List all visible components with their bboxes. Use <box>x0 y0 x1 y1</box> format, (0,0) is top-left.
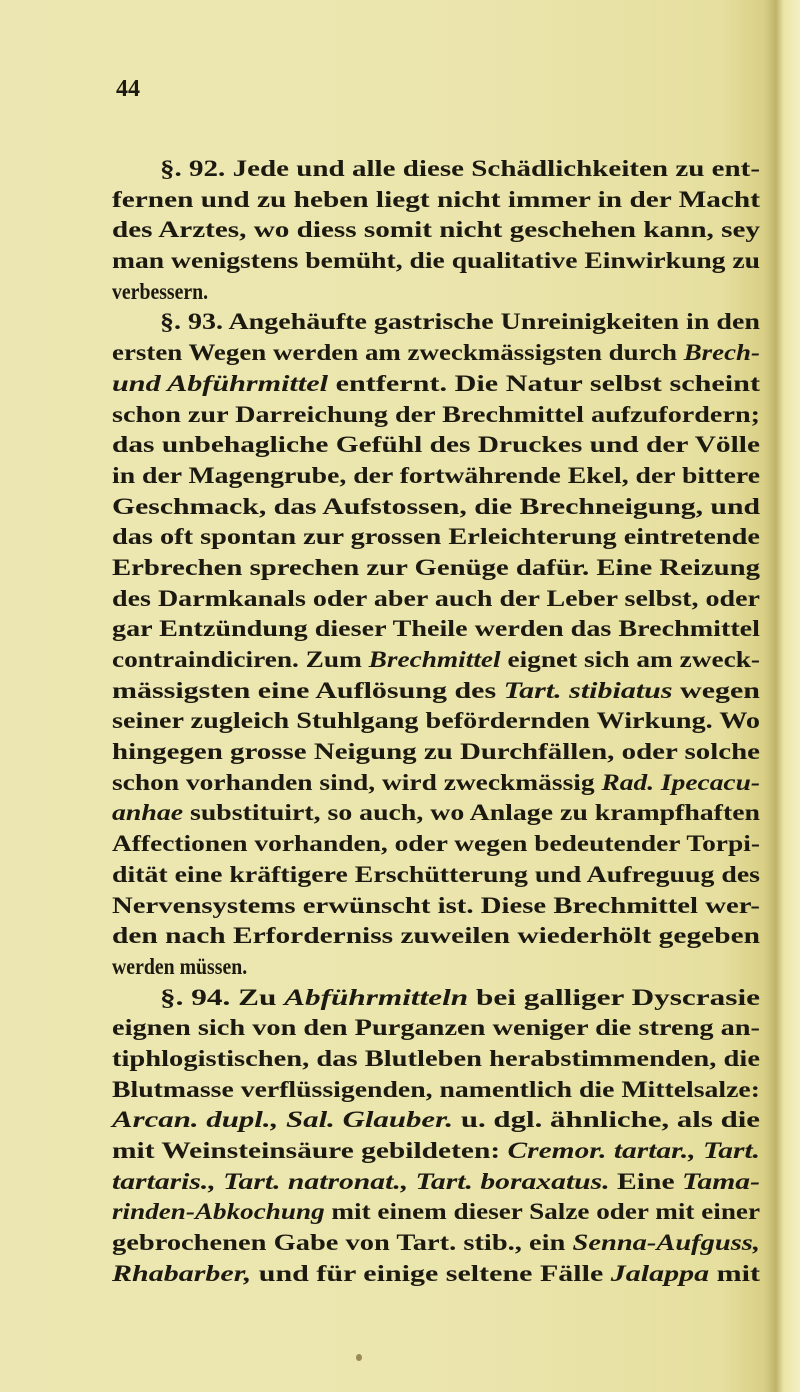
text-line-content <box>112 1075 760 1106</box>
text-line-content <box>112 461 760 492</box>
italic-term: Arcan. dupl., Sal. Glauber. <box>112 1107 454 1133</box>
text-segment: Blutmasse verflüssigenden, namentlich die Mittelsalze: <box>112 1076 760 1102</box>
text-segment: Geschmack, das Aufstossen, die Brechneigung, und <box>112 493 760 519</box>
text-line <box>112 277 760 308</box>
italic-term: Jalappa <box>610 1260 710 1286</box>
text-segment: seiner zugleich Stuhlgang befördernden Wirkung. Wo <box>112 708 760 734</box>
text-line-content <box>112 1136 760 1167</box>
text-line <box>112 1075 760 1106</box>
text-segment: in der Magengrube, der fortwährende Ekel, der bittere <box>112 462 760 488</box>
text-line-content <box>112 1259 760 1290</box>
italic-term: Brechmittel <box>368 647 501 672</box>
text-line <box>112 185 760 216</box>
text-line <box>112 492 760 523</box>
text-line-content <box>112 1167 760 1198</box>
text-line-content <box>112 369 760 400</box>
text-line-content <box>112 246 760 277</box>
text-line-content <box>112 1013 760 1044</box>
text-line-content <box>112 891 760 922</box>
text-segment: Nervensystems erwünscht ist. Diese Brechmittel wer- <box>112 892 760 918</box>
italic-term: rinden-Abkochung <box>112 1199 325 1225</box>
text-line-content <box>112 645 760 676</box>
text-line-content <box>112 1197 760 1228</box>
text-segment: dität eine kräftigere Erschütterung und Aufreguug des <box>112 861 760 887</box>
text-line <box>112 584 760 615</box>
text-line <box>112 921 760 952</box>
text-segment: mit <box>709 1260 760 1286</box>
text-segment: und für einige seltene Fälle <box>251 1260 611 1286</box>
text-line <box>112 430 760 461</box>
text-segment: ersten Wegen werden am zweckmässigsten durch <box>112 340 684 366</box>
text-segment: mässigsten eine Auflösung des <box>112 677 504 703</box>
text-segment: verbessern. <box>112 278 209 304</box>
text-line <box>112 676 760 707</box>
text-segment: tiphlogistischen, das Blutleben herabstimmenden, die <box>112 1045 760 1071</box>
text-segment: bei galliger Dyscrasie <box>468 984 760 1010</box>
text-segment: den nach Erforderniss zuweilen wiederhölt gegeben <box>112 923 760 949</box>
text-line-content <box>112 706 760 737</box>
text-segment: §. 94. Zu <box>160 984 285 1010</box>
text-line <box>112 307 760 338</box>
text-segment: schon zur Darreichung der Brechmittel aufzufordern; <box>112 401 760 427</box>
italic-term: Rhabarber, <box>112 1260 252 1286</box>
text-segment: eignen sich von den Purganzen weniger die streng an- <box>112 1015 760 1041</box>
text-segment: Erbrechen sprechen zur Genüge dafür. Eine Reizung <box>112 554 760 580</box>
page-number: 44 <box>116 76 140 102</box>
italic-term: Cremor. tartar., Tart. <box>507 1138 760 1163</box>
text-segment: Eine <box>609 1168 683 1194</box>
italic-term: Senna-Aufguss, <box>572 1230 760 1256</box>
text-line <box>112 614 760 645</box>
text-line <box>112 891 760 922</box>
text-segment: man wenigstens bemüht, die qualitative Einwirkung zu <box>112 248 760 274</box>
text-line-content <box>112 1105 760 1136</box>
text-line-content <box>112 277 208 308</box>
text-segment: hingegen grosse Neigung zu Durchfällen, oder solche <box>112 739 760 765</box>
italic-term: Brech- <box>683 340 760 366</box>
text-line-content <box>160 154 760 185</box>
text-line <box>112 1105 760 1136</box>
text-line-content <box>112 952 247 983</box>
italic-term: tartaris., Tart. natronat., Tart. boraxatus. <box>112 1168 610 1194</box>
text-line <box>112 338 760 369</box>
text-line <box>112 553 760 584</box>
text-line-content <box>112 492 760 523</box>
text-segment: des Arztes, wo diess somit nicht geschehen kann, sey <box>112 217 760 243</box>
text-line <box>112 983 760 1014</box>
body-text <box>112 154 760 1289</box>
text-line-content <box>112 553 760 584</box>
italic-term: anhae <box>112 800 184 826</box>
text-segment: §. 92. Jede und alle diese Schädlichkeiten zu ent- <box>160 156 760 181</box>
text-line-content <box>112 921 760 952</box>
text-line <box>112 154 760 185</box>
text-line <box>112 737 760 768</box>
text-line-content <box>112 185 760 216</box>
text-segment: u. dgl. ähnliche, als die <box>453 1107 760 1133</box>
text-line <box>112 829 760 860</box>
text-line <box>112 246 760 277</box>
text-segment: werden müssen. <box>112 953 248 979</box>
text-segment: mit Weinsteinsäure gebildeten: <box>112 1138 508 1163</box>
text-segment: substituirt, so auch, wo Anlage zu krampfhaften <box>183 800 760 826</box>
text-segment: §. 93. Angehäufte gastrische Unreinigkeiten in den <box>160 309 760 335</box>
text-segment: schon vorhanden sind, wird zweckmässig <box>112 769 602 795</box>
text-line <box>112 522 760 553</box>
text-line <box>112 1228 760 1259</box>
text-line-content <box>112 400 760 431</box>
text-line <box>112 1013 760 1044</box>
italic-term: Tama- <box>682 1168 760 1194</box>
text-segment: gar Entzündung dieser Theile werden das Brechmittel <box>112 616 760 642</box>
text-segment: Affectionen vorhanden, oder wegen bedeutender Torpi- <box>112 831 760 857</box>
text-segment: entfernt. Die Natur selbst scheint <box>328 370 760 396</box>
text-line <box>112 215 760 246</box>
text-segment: eignet sich am zweck- <box>500 647 760 672</box>
text-line <box>112 1197 760 1228</box>
text-line-content <box>112 215 760 246</box>
text-line <box>112 706 760 737</box>
text-line-content <box>112 338 760 369</box>
italic-term: Rad. Ipecacu- <box>601 769 760 795</box>
text-segment: wegen <box>672 677 760 703</box>
text-line-content <box>160 307 760 338</box>
text-segment: fernen und zu heben liegt nicht immer in der Macht <box>112 186 760 212</box>
text-line-content <box>112 1228 760 1259</box>
text-segment: contraindiciren. Zum <box>112 647 369 672</box>
text-line-content <box>112 430 760 461</box>
text-line <box>112 1259 760 1290</box>
text-line <box>112 1136 760 1167</box>
italic-term: und Abführmittel <box>112 370 329 396</box>
text-line-content <box>112 829 760 860</box>
text-line-content <box>112 614 760 645</box>
text-line <box>112 461 760 492</box>
text-line-content <box>112 1044 760 1075</box>
text-line-content <box>160 983 760 1014</box>
text-line <box>112 369 760 400</box>
text-segment: gebrochenen Gabe von Tart. stib., ein <box>112 1230 573 1256</box>
italic-term: Abführmitteln <box>284 984 469 1010</box>
text-segment: das unbehagliche Gefühl des Druckes und der Völle <box>112 432 760 458</box>
text-line-content <box>112 860 760 891</box>
text-segment: das oft spontan zur grossen Erleichterung eintretende <box>112 524 760 550</box>
paper-stain <box>356 1354 362 1361</box>
text-segment: mit einem dieser Salze oder mit einer <box>324 1199 760 1225</box>
text-line <box>112 768 760 799</box>
text-line <box>112 952 760 983</box>
text-line <box>112 860 760 891</box>
text-line <box>112 400 760 431</box>
text-line <box>112 1044 760 1075</box>
text-line-content <box>112 768 760 799</box>
italic-term: Tart. stibiatus <box>503 677 673 703</box>
text-line-content <box>112 737 760 768</box>
text-line-content <box>112 522 760 553</box>
text-segment: des Darmkanals oder aber auch der Leber selbst, oder <box>112 585 760 611</box>
text-line-content <box>112 798 760 829</box>
text-line <box>112 645 760 676</box>
text-line-content <box>112 584 760 615</box>
text-line <box>112 798 760 829</box>
text-line-content <box>112 676 760 707</box>
text-line <box>112 1167 760 1198</box>
